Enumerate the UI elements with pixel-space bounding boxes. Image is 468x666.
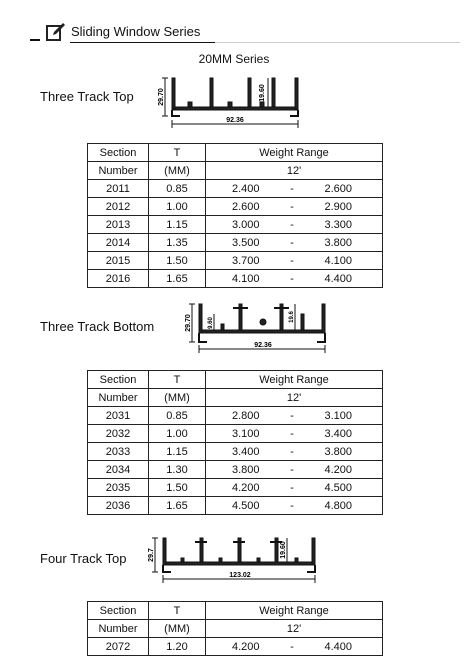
section-number: 2033 — [88, 443, 149, 461]
col-header-length: 12' — [206, 389, 383, 407]
col-header-number: Number — [88, 389, 149, 407]
weight-range — [206, 407, 383, 425]
page-title: Sliding Window Series — [71, 24, 201, 39]
dim-width: 92.36 — [254, 342, 272, 349]
thickness: 0.85 — [149, 407, 206, 425]
col-header-mm: (MM) — [149, 389, 206, 407]
weight-min: 2.600 — [232, 200, 260, 213]
weight-min: 3.700 — [232, 254, 260, 267]
profile-drawing-four-track-top — [145, 534, 325, 586]
table-row — [88, 443, 383, 461]
col-header-mm: (MM) — [149, 620, 206, 638]
weight-min: 3.500 — [232, 236, 260, 249]
weight-separator: - — [290, 409, 294, 422]
thickness: 1.00 — [149, 198, 206, 216]
weight-separator: - — [290, 254, 294, 267]
weight-separator: - — [290, 499, 294, 512]
section-number: 2015 — [88, 252, 149, 270]
table-row — [88, 479, 383, 497]
weight-separator: - — [290, 640, 294, 653]
col-header-t: T — [149, 602, 206, 620]
section-number: 2034 — [88, 461, 149, 479]
weight-separator: - — [290, 182, 294, 195]
section-number: 2036 — [88, 497, 149, 515]
weight-separator: - — [290, 445, 294, 458]
weight-range — [206, 216, 383, 234]
thickness: 1.15 — [149, 443, 206, 461]
table-row — [88, 425, 383, 443]
weight-max: 2.600 — [324, 182, 352, 195]
weight-min: 4.200 — [232, 640, 260, 653]
weight-range — [206, 198, 383, 216]
thickness: 1.30 — [149, 461, 206, 479]
weight-min: 3.400 — [232, 445, 260, 458]
dim-height: 29.70 — [158, 88, 165, 106]
col-header-t: T — [149, 371, 206, 389]
weight-separator: - — [290, 481, 294, 494]
table-row — [88, 497, 383, 515]
col-header-mm: (MM) — [149, 162, 206, 180]
col-header-number: Number — [88, 620, 149, 638]
dim-inner: 19.60 — [280, 541, 287, 559]
table-row — [88, 638, 383, 656]
dim-inner: 19.6 — [289, 311, 295, 323]
col-header-length: 12' — [206, 620, 383, 638]
weight-range — [206, 234, 383, 252]
weight-min: 2.800 — [232, 409, 260, 422]
dim-height: 29.7 — [148, 548, 155, 562]
weight-min: 2.400 — [232, 182, 260, 195]
thickness: 1.00 — [149, 425, 206, 443]
section-number: 2016 — [88, 270, 149, 288]
weight-range — [206, 638, 383, 656]
weight-min: 4.100 — [232, 272, 260, 285]
table-row — [88, 234, 383, 252]
thickness: 1.50 — [149, 479, 206, 497]
profile-drawing-three-track-bottom — [185, 300, 330, 355]
title-underline — [70, 42, 215, 43]
weight-max: 4.800 — [324, 499, 352, 512]
table-row — [88, 180, 383, 198]
thickness: 1.15 — [149, 216, 206, 234]
weight-max: 4.400 — [324, 640, 352, 653]
table-row — [88, 461, 383, 479]
col-header-length: 12' — [206, 162, 383, 180]
weight-separator: - — [290, 236, 294, 249]
col-header-weight: Weight Range — [206, 371, 383, 389]
section-number: 2035 — [88, 479, 149, 497]
weight-range — [206, 479, 383, 497]
section-number: 2012 — [88, 198, 149, 216]
section-label-three-track-bottom: Three Track Bottom — [40, 319, 155, 334]
weight-range — [206, 425, 383, 443]
dim-inner-left: 9.60 — [208, 317, 214, 329]
weight-range — [206, 461, 383, 479]
dim-width: 123.02 — [229, 572, 251, 579]
weight-max: 3.800 — [324, 445, 352, 458]
weight-max: 4.100 — [324, 254, 352, 267]
spec-table-four-track-top — [87, 601, 383, 656]
section-number: 2014 — [88, 234, 149, 252]
weight-separator: - — [290, 427, 294, 440]
section-number: 2031 — [88, 407, 149, 425]
thickness: 1.20 — [149, 638, 206, 656]
dim-width: 92.36 — [226, 117, 244, 124]
weight-separator: - — [290, 200, 294, 213]
profile-drawing-three-track-top — [160, 74, 305, 132]
section-number: 2011 — [88, 180, 149, 198]
table-row — [88, 407, 383, 425]
weight-max: 4.400 — [324, 272, 352, 285]
section-number: 2032 — [88, 425, 149, 443]
weight-range — [206, 180, 383, 198]
weight-separator: - — [290, 218, 294, 231]
series-title: 20MM Series — [198, 52, 270, 66]
section-label-three-track-top: Three Track Top — [40, 89, 134, 104]
weight-range — [206, 443, 383, 461]
edit-icon — [46, 22, 66, 42]
weight-max: 4.200 — [324, 463, 352, 476]
col-header-t: T — [149, 144, 206, 162]
weight-min: 4.500 — [232, 499, 260, 512]
table-row — [88, 198, 383, 216]
col-header-section: Section — [88, 371, 149, 389]
section-label-four-track-top: Four Track Top — [40, 551, 127, 566]
thickness: 0.85 — [149, 180, 206, 198]
thickness: 1.65 — [149, 497, 206, 515]
dim-height: 29.70 — [185, 314, 192, 332]
section-number: 2072 — [88, 638, 149, 656]
weight-min: 3.800 — [232, 463, 260, 476]
col-header-weight: Weight Range — [206, 144, 383, 162]
thickness: 1.35 — [149, 234, 206, 252]
weight-range — [206, 270, 383, 288]
weight-min: 3.100 — [232, 427, 260, 440]
col-header-section: Section — [88, 602, 149, 620]
col-header-weight: Weight Range — [206, 602, 383, 620]
weight-max: 4.500 — [324, 481, 352, 494]
dim-inner: 19.60 — [259, 84, 266, 102]
header-dash — [30, 39, 40, 41]
weight-max: 2.900 — [324, 200, 352, 213]
weight-min: 4.200 — [232, 481, 260, 494]
weight-min: 3.000 — [232, 218, 260, 231]
section-number: 2013 — [88, 216, 149, 234]
col-header-section: Section — [88, 144, 149, 162]
spec-table-three-track-bottom — [87, 370, 383, 515]
table-row — [88, 270, 383, 288]
col-header-number: Number — [88, 162, 149, 180]
table-row — [88, 216, 383, 234]
page-header — [30, 22, 460, 46]
spec-table-three-track-top — [87, 143, 383, 288]
weight-separator: - — [290, 272, 294, 285]
weight-separator: - — [290, 463, 294, 476]
thickness: 1.65 — [149, 270, 206, 288]
weight-max: 3.300 — [324, 218, 352, 231]
weight-range — [206, 497, 383, 515]
table-row — [88, 252, 383, 270]
weight-range — [206, 252, 383, 270]
weight-max: 3.100 — [324, 409, 352, 422]
weight-max: 3.400 — [324, 427, 352, 440]
thickness: 1.50 — [149, 252, 206, 270]
weight-max: 3.800 — [324, 236, 352, 249]
